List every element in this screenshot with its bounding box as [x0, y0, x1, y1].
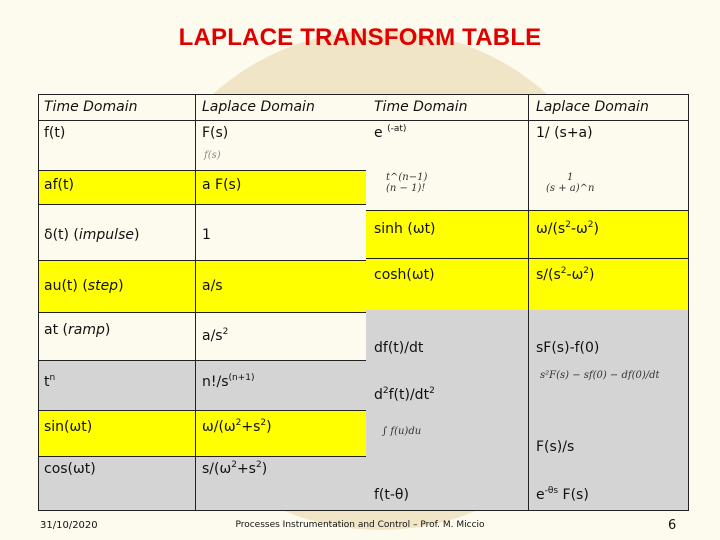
left-laplace-8: $s/(\omega^2+s^2)$	[202, 460, 268, 477]
left-laplace-6: $n!/s^{(n+1)}$	[202, 373, 255, 390]
right-time-1-formula: t^(n−1) (n − 1)!	[386, 172, 428, 194]
right-laplace-4: sF(s)-f(0)	[536, 340, 600, 356]
left-laplace-1: F(s)	[202, 125, 229, 141]
left-header-laplace: Laplace Domain	[202, 99, 315, 115]
footer-date: 31/10/2020	[40, 520, 98, 531]
left-time-3: δ(t) (impulse)	[44, 227, 140, 243]
right-time-1: e $^{(-at)}$	[374, 124, 407, 141]
right-laplace-1-formula: 1 (s + a)^n	[546, 172, 595, 194]
right-laplace-7: $e^{-\theta s}$ F(s)	[536, 486, 589, 503]
right-laplace-2: $\omega/(s^2-\omega^2)$	[536, 220, 599, 237]
left-laplace-5: $a/s^2$	[202, 327, 229, 344]
left-time-4: au(t) (step)	[44, 278, 124, 294]
left-laplace-3: 1	[202, 227, 211, 243]
left-time-7: sin(ωt)	[44, 419, 93, 435]
left-laplace-7: $\omega/(\omega^2+s^2)$	[202, 418, 272, 435]
right-laplace-6: F(s)/s	[536, 439, 575, 455]
left-time-5: at (ramp)	[44, 322, 111, 338]
right-time-5: $d^2f(t)/dt^2$	[374, 386, 435, 403]
right-time-2: sinh (ωt)	[374, 221, 436, 237]
right-laplace-3: $s/(s^2-\omega^2)$	[536, 266, 595, 283]
left-time-6: $t^n$	[44, 373, 56, 390]
right-laplace-1: 1/ (s+a)	[536, 125, 593, 141]
page-number: 6	[668, 518, 677, 533]
right-time-4: df(t)/dt	[374, 340, 424, 356]
left-laplace-2: a F(s)	[202, 177, 242, 193]
right-laplace-5-formula: s²F(s) − sf(0) − df(0)/dt	[540, 370, 660, 381]
left-time-2: af(t)	[44, 177, 74, 193]
right-header-time: Time Domain	[374, 99, 468, 115]
right-time-6-formula: ∫ f(u)du	[382, 426, 422, 437]
left-laplace-4: a/s	[202, 278, 223, 294]
right-time-3: cosh(ωt)	[374, 267, 435, 283]
footer-course: Processes Instrumentation and Control – Prof. M. Miccio	[235, 520, 485, 530]
right-header-laplace: Laplace Domain	[536, 99, 649, 115]
left-header-time: Time Domain	[44, 99, 138, 115]
left-time-1: f(t)	[44, 125, 66, 141]
page-title: LAPLACE TRANSFORM TABLE	[178, 24, 542, 51]
right-time-7: f(t-θ)	[374, 487, 409, 503]
left-time-8: cos(ωt)	[44, 461, 96, 477]
left-laplace-1-formula: f(s)	[204, 150, 221, 161]
